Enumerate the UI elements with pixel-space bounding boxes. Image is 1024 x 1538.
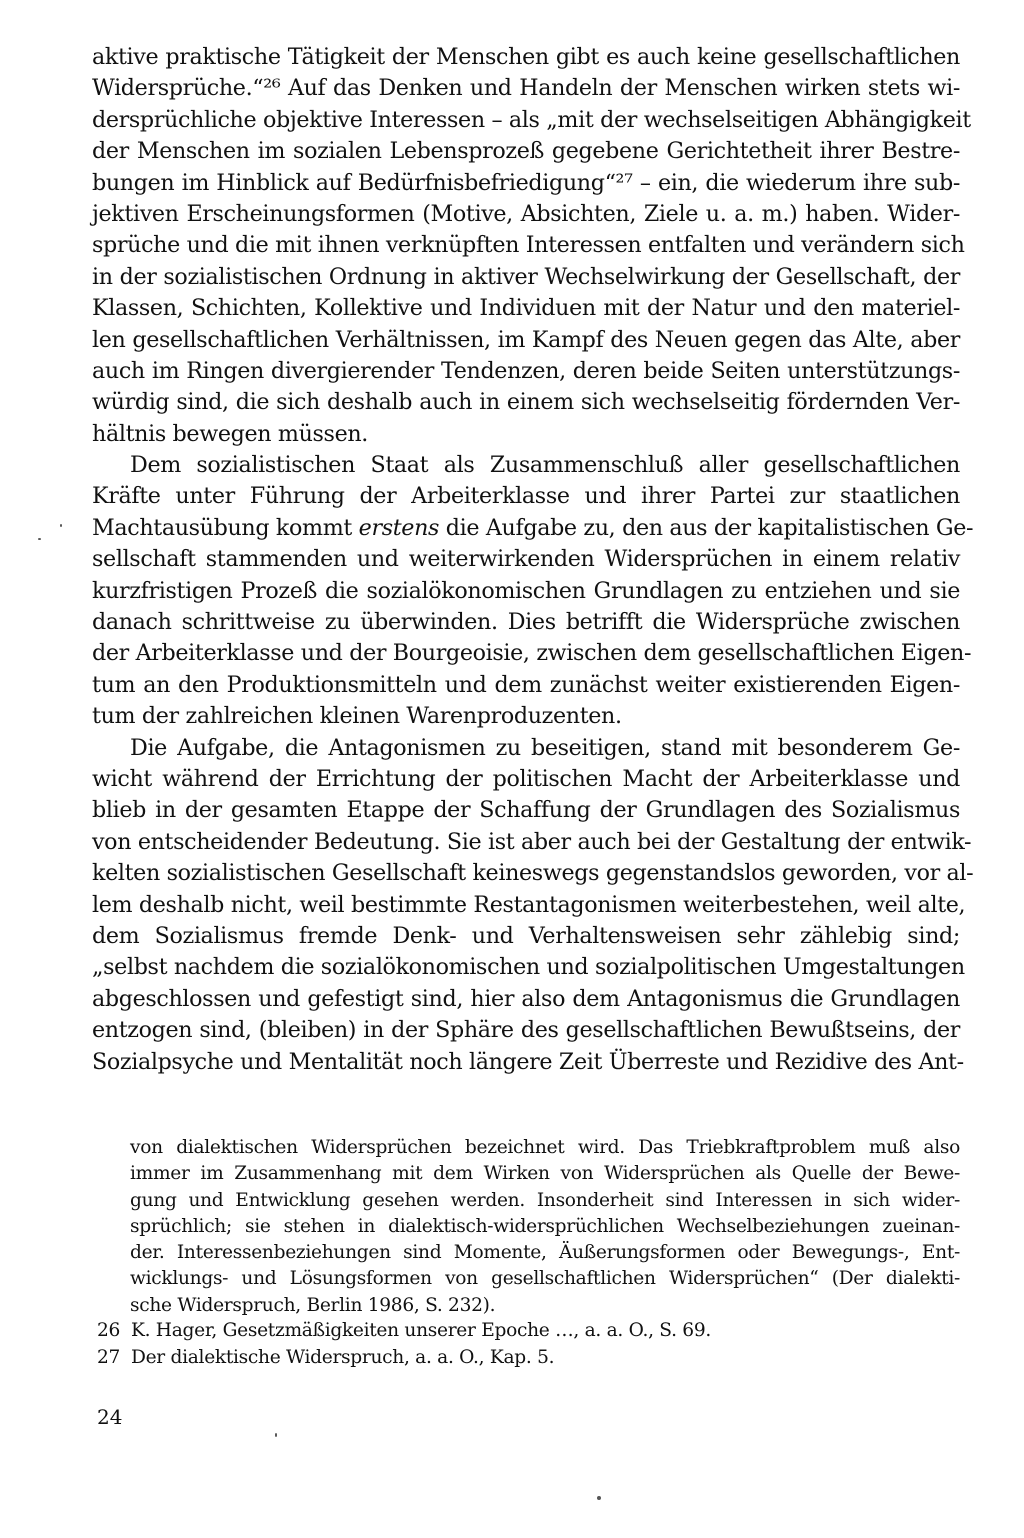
footnote-continuation xyxy=(130,1135,960,1319)
text-line: blieb in der gesamten Etappe der Schaffung der Grundlagen des Sozialismus xyxy=(92,797,960,824)
text-line: dem Sozialismus fremde Denk- und Verhaltensweisen sehr zählebig sind; xyxy=(92,922,960,949)
text-line: Dem sozialistischen Staat als Zusammenschluß aller gesellschaftlichen xyxy=(130,452,960,479)
footnote-number: 26 xyxy=(97,1320,121,1341)
main-text xyxy=(92,42,974,1078)
text-line: wicht während der Errichtung der politischen Macht der Arbeiterklasse und xyxy=(92,765,960,792)
footnote-26 xyxy=(97,1318,711,1344)
text-line: hältnis bewegen müssen. xyxy=(92,420,369,447)
footnote-line: gung und Entwicklung gesehen werden. Insonderheit sind Interessen in sich wider- xyxy=(130,1189,960,1211)
footnote-27 xyxy=(97,1345,554,1371)
text-line: entzogen sind, (bleiben) in der Sphäre des gesellschaftlichen Bewußtseins, der xyxy=(92,1017,960,1044)
scan-speck xyxy=(275,1433,277,1437)
text-line: Sozialpsyche und Mentalität noch längere Zeit Überreste und Rezidive des Ant- xyxy=(92,1048,964,1075)
text-line: jektiven Erscheinungsformen (Motive, Absichten, Ziele u. a. m.) haben. Wider- xyxy=(92,200,960,227)
footnote-line: der. Interessenbeziehungen sind Momente, Äußerungsformen oder Bewegungs-, Ent- xyxy=(130,1242,960,1264)
text-line: bungen im Hinblick auf Bedürfnisbefriedigung“²⁷ – ein, die wiederum ihre sub- xyxy=(92,169,960,196)
scan-speck xyxy=(597,1496,601,1500)
footnote-text: K. Hager, Gesetzmäßigkeiten unserer Epoche …, a. a. O., S. 69. xyxy=(131,1320,711,1341)
text-line: Machtausübung kommt erstens die Aufgabe zu, den aus der kapitalistischen Ge- xyxy=(92,514,974,541)
text-line: len gesellschaftlichen Verhältnissen, im Kampf des Neuen gegen das Alte, aber xyxy=(92,326,960,353)
scan-speck xyxy=(38,538,41,540)
footnote-number: 27 xyxy=(97,1347,121,1368)
text-line: Klassen, Schichten, Kollektive und Individuen mit der Natur und den materiel- xyxy=(92,295,960,322)
footnote-line: sprüchlich; sie stehen in dialektisch-widersprüchlichen Wechselbeziehungen zueinan- xyxy=(130,1215,960,1237)
scan-speck xyxy=(60,524,62,527)
text-line: abgeschlossen und gefestigt sind, hier also dem Antagonismus die Grundlagen xyxy=(92,985,960,1012)
footnote-line: wicklungs- und Lösungsformen von gesellschaftlichen Widersprüchen“ (Der dialekti- xyxy=(130,1268,960,1290)
text-line: Widersprüche.“²⁶ Auf das Denken und Handeln der Menschen wirken stets wi- xyxy=(92,75,960,102)
text-line: lem deshalb nicht, weil bestimmte Restantagonismen weiterbestehen, weil alte, xyxy=(92,891,966,918)
text-line: danach schrittweise zu überwinden. Dies betrifft die Widersprüche zwischen xyxy=(92,609,960,636)
text-line: „selbst nachdem die sozialökonomischen und sozialpolitischen Umgestaltungen xyxy=(92,954,965,981)
footnote-line: sche Widerspruch, Berlin 1986, S. 232). xyxy=(130,1294,496,1316)
text-line: Die Aufgabe, die Antagonismen zu beseitigen, stand mit besonderem Ge- xyxy=(130,734,960,761)
text-line: sellschaft stammenden und weiterwirkenden Widersprüchen in einem relativ xyxy=(92,546,960,573)
text-line: aktive praktische Tätigkeit der Menschen gibt es auch keine gesellschaftlichen xyxy=(92,44,960,70)
text-line: tum an den Produktionsmitteln und dem zunächst weiter existierenden Eigen- xyxy=(92,671,960,698)
text-line: sprüche und die mit ihnen verknüpften Interessen entfalten und verändern sich xyxy=(92,232,965,259)
text-line: auch im Ringen divergierender Tendenzen, deren beide Seiten unterstützungs- xyxy=(92,357,960,384)
text-line: tum der zahlreichen kleinen Warenproduzenten. xyxy=(92,703,622,730)
text-line: Kräfte unter Führung der Arbeiterklasse und ihrer Partei zur staatlichen xyxy=(92,483,960,510)
page-number: 24 xyxy=(97,1405,123,1429)
text-line: der Arbeiterklasse und der Bourgeoisie, zwischen dem gesellschaftlichen Eigen- xyxy=(92,640,972,667)
footnote-text: Der dialektische Widerspruch, a. a. O., Kap. 5. xyxy=(131,1347,555,1368)
text-line: der Menschen im sozialen Lebensprozeß gegebene Gerichtetheit ihrer Bestre- xyxy=(92,138,960,165)
text-line: dersprüchliche objektive Interessen – als „mit der wechselseitigen Abhängigkeit xyxy=(92,106,971,133)
text-line: von entscheidender Bedeutung. Sie ist aber auch bei der Gestaltung der entwik- xyxy=(92,828,972,855)
text-line: in der sozialistischen Ordnung in aktiver Wechselwirkung der Gesellschaft, der xyxy=(92,263,960,290)
text-line: würdig sind, die sich deshalb auch in einem sich wechselseitig fördernden Ver- xyxy=(92,389,960,416)
text-line: kelten sozialistischen Gesellschaft keineswegs gegenstandslos geworden, vor al- xyxy=(92,860,974,887)
text-line: kurzfristigen Prozeß die sozialökonomischen Grundlagen zu entziehen und sie xyxy=(92,577,960,604)
emphasis: erstens xyxy=(358,514,440,541)
footnote-line: von dialektischen Widersprüchen bezeichnet wird. Das Triebkraftproblem muß also xyxy=(130,1137,960,1158)
footnote-line: immer im Zusammenhang mit dem Wirken von Widersprüchen als Quelle der Bewe- xyxy=(130,1163,960,1185)
